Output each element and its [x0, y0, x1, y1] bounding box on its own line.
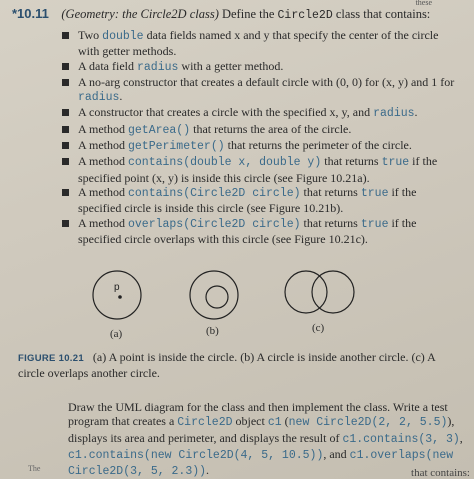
class-name: Circle2D: [277, 9, 333, 22]
task-code: c1.overlaps(new Circle2D(3, 5, 2.3)): [68, 448, 454, 479]
point-p: [118, 295, 122, 299]
label-c: (c): [312, 322, 325, 334]
task-text: Draw the UML diagram for the class and then implement the class. Write a test program that creates a: [68, 400, 448, 429]
requirement-item: [62, 122, 460, 138]
requirement-code: true: [360, 217, 389, 231]
requirement-code: overlaps(Circle2D circle): [128, 217, 301, 231]
task-text: ,: [459, 430, 463, 445]
bullet-square-icon: [62, 79, 69, 86]
requirement-item: [62, 105, 460, 121]
circle-c-left: [285, 271, 327, 313]
bullet-square-icon: [62, 126, 69, 133]
label-a: (a): [110, 328, 123, 340]
requirement-text: A method: [78, 184, 128, 199]
requirement-item: [62, 185, 460, 216]
requirement-text: if the specified circle overlaps with this circle (see Figure 10.21c).: [78, 215, 417, 246]
requirement-item: [62, 59, 460, 75]
requirement-text: data fields named x and y that specify the center of the circle with getter methods.: [78, 28, 439, 59]
task-text: ), displays its area and perimeter, and displays the result of: [68, 414, 455, 445]
bullet-square-icon: [62, 158, 69, 165]
requirement-text: .: [119, 89, 123, 104]
bullet-square-icon: [62, 142, 69, 149]
requirement-text: .: [414, 105, 418, 120]
requirement-text: A method: [78, 138, 128, 153]
requirement-code: getArea(): [128, 123, 191, 137]
intro-pre: Define the: [221, 7, 275, 21]
bottom-right-fragment: that contains:: [411, 467, 470, 479]
circle-b-inner: [206, 286, 228, 308]
corner-fragment: these: [415, 0, 432, 7]
label-b: (b): [206, 325, 219, 337]
exercise-title: (Geometry: the Circle2D class): [61, 7, 219, 21]
circle-b-outer: [190, 271, 238, 319]
requirement-code: contains(double x, double y): [128, 156, 322, 170]
task-code: Circle2D: [177, 416, 233, 430]
requirement-code: radius: [136, 60, 179, 74]
bottom-left-fragment: The: [28, 464, 41, 473]
bullet-square-icon: [62, 32, 69, 39]
requirement-item: [62, 138, 460, 154]
requirement-item: [62, 216, 460, 247]
exercise-number: *10.11: [12, 6, 49, 21]
requirement-code: getPerimeter(): [128, 140, 225, 154]
requirement-code: radius: [78, 91, 120, 105]
task-text: , and: [323, 446, 350, 461]
task-text: .: [206, 463, 210, 478]
requirement-text: if the specified circle is inside this circle (see Figure 10.21b).: [78, 184, 417, 216]
task-code: new Circle2D(2, 2, 5.5): [288, 416, 448, 430]
requirement-item: [62, 28, 460, 59]
task-code: c1.contains(new Circle2D(4, 5, 10.5)): [68, 448, 324, 462]
requirement-text: Two: [78, 28, 103, 42]
circle-c-right: [312, 271, 354, 313]
requirement-text: that returns: [300, 215, 361, 230]
requirement-text: that returns: [321, 154, 382, 169]
requirement-code: true: [360, 186, 389, 200]
requirement-text: that returns the perimeter of the circle.: [224, 138, 412, 153]
requirement-text: A method: [78, 121, 128, 136]
point-label: p: [114, 282, 120, 293]
task-paragraph: [68, 400, 468, 479]
task-text: (: [281, 414, 289, 429]
requirement-code: true: [381, 156, 410, 170]
caption-text: (a) A point is inside the circle. (b) A circle is inside another circle. (c) A circle overlaps another circle.: [18, 350, 436, 380]
requirement-item: [62, 75, 460, 106]
requirement-text: A method: [78, 215, 128, 230]
requirement-code: double: [102, 30, 144, 43]
bullet-square-icon: [62, 109, 69, 116]
intro-post: class that contains:: [335, 7, 431, 21]
caption-label: FIGURE 10.21: [18, 353, 84, 364]
bullet-square-icon: [62, 63, 69, 70]
requirement-text: that returns the area of the circle.: [190, 121, 352, 136]
task-text: object: [232, 414, 268, 429]
task-code: c1: [267, 416, 282, 430]
bullet-square-icon: [62, 220, 69, 227]
task-code: c1.contains(3, 3): [342, 432, 460, 446]
requirement-text: A constructor that creates a circle with the specified x, y, and: [78, 105, 374, 120]
requirement-item: [62, 154, 460, 185]
exercise-header: [12, 6, 467, 23]
requirement-text: A no-arg constructor that creates a default circle with (0, 0) for (x, y) and 1 for: [78, 74, 455, 89]
bullet-square-icon: [62, 189, 69, 196]
requirements-list: [62, 28, 460, 246]
figure-10-21: [80, 270, 370, 345]
requirement-text: if the specified point (x, y) is inside this circle (see Figure 10.21a).: [78, 154, 438, 185]
requirement-text: A method: [78, 154, 128, 169]
requirement-text: with a getter method.: [178, 58, 284, 73]
requirement-text: that returns: [300, 184, 361, 199]
requirement-code: radius: [373, 107, 415, 121]
requirement-code: contains(Circle2D circle): [128, 186, 301, 200]
circle-a: [93, 271, 141, 319]
requirement-text: A data field: [78, 58, 137, 73]
figure-svg: [80, 270, 370, 345]
figure-caption: [18, 350, 458, 380]
